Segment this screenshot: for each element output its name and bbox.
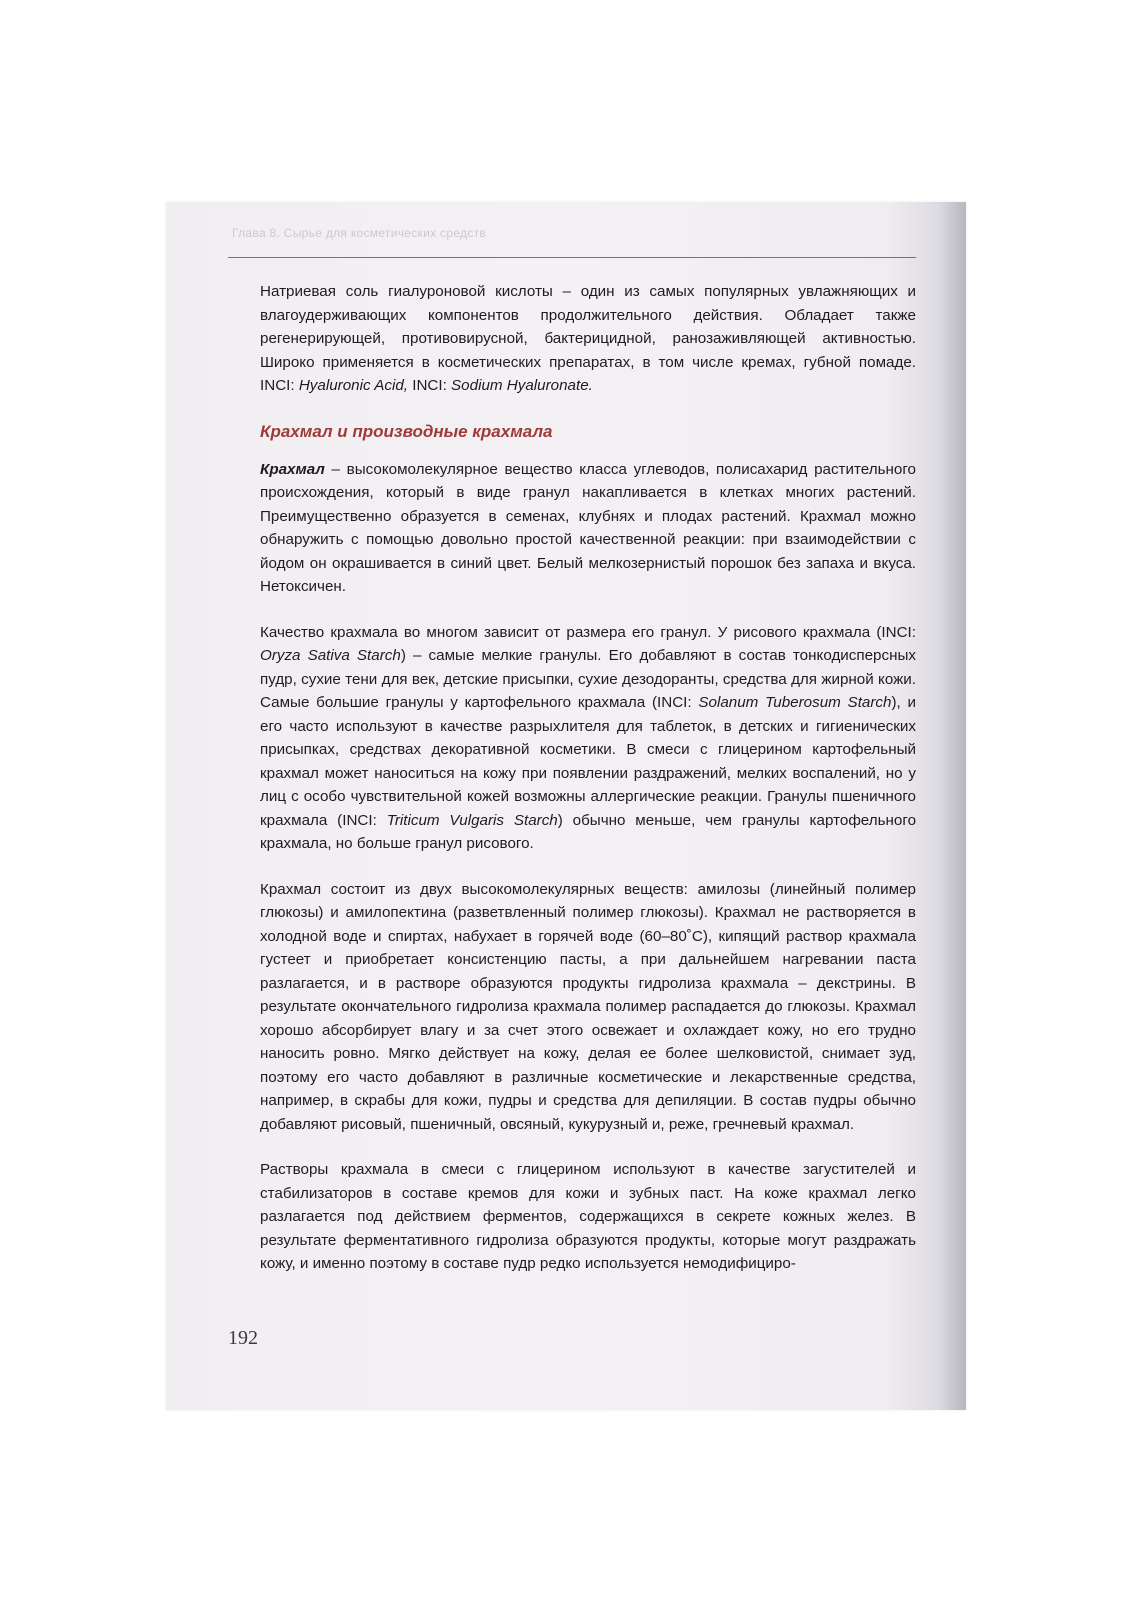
inci-name: Sodium Hyaluronate. xyxy=(451,377,593,394)
paragraph-text: ) обычно меньше, чем гранулы картофельного крахмала, но больше гранул рисового. xyxy=(260,811,917,852)
term-starch: Крахмал xyxy=(260,460,325,478)
section-heading: Крахмал и производные крахмала xyxy=(260,421,553,441)
paragraph-text: ) – самые мелкие гранулы. Его добавляют в состав тонкодисперсных пудр, сухие тени для век, детские присыпки, сухие дезодоранты, средства для жирной кожи. Самые большие гранулы у картофельного крахмала (INCI: xyxy=(260,647,916,711)
header-rule xyxy=(228,257,916,258)
paragraph-text: Крахмал состоит из двух высокомолекулярных веществ: амилозы (линейный полимер глюкозы) и амилопектина (разветвленный полимер глюкозы). Крахмал не растворяется в холодной воде и спиртах, набухает в горячей воде (60–80˚С), кипящий раствор крахмала густеет и приобретает консистенцию пасты, а при дальнейшем нагревании паста разлагается, и в растворе образуются продукты гидролиза крахмала – декстрины. В результате окончательного гидролиза крахмала полимер распадается до глюкозы. Крахмал хорошо абсорбирует влагу и за счет этого освежает и охлаждает кожу, но его трудно наносить ровно. Мягко действует на кожу, делая ее более шелковистой, снимает зуд, поэтому его часто добавляют в различные косметические и лекарственные средства, например, в скрабы для кожи, пудры и средства для депиляции. В состав пудры обычно добавляют рисовый, пшеничный, овсяный, кукурузный и, реже, гречневый крахмал. xyxy=(260,880,916,1133)
inci-name: Oryza Sativa Starch xyxy=(260,647,401,664)
paragraph-starch-definition xyxy=(260,458,916,599)
paragraph-starch-solutions xyxy=(260,1158,916,1276)
page-body xyxy=(260,280,916,1276)
paragraph-text: Натриевая соль гиалуроновой кислоты – один из самых популярных увлажняющих и влагоудерживающих компонентов продолжительного действия. Обладает также регенерирующей, противовирусной, бактерицидной, ранозаживляющей активностью. Широко применяется в косметических препаратах, в том числе кремах, губной помаде. xyxy=(260,283,916,371)
paragraph-text: Растворы крахмала в смеси с глицерином используют в качестве загустителей и стабилизаторов в составе кремов для кожи и зубных паст. На коже крахмал легко разлагается под действием ферментов, содержащихся в секрете кожных желез. В результате ферментативного гидролиза образуются продукты, которые могут раздражать кожу, и именно поэтому в составе пудр редко используется немодифициро- xyxy=(260,1161,916,1272)
paragraph-hyaluronate xyxy=(260,280,916,398)
paragraph-starch-granules xyxy=(260,621,916,856)
paragraph-text: ), и его часто используют в качестве разрыхлителя для таблеток, в детских и гигиенических присыпках, средствах декоративной косметики. В смеси с глицерином картофельный крахмал может наноситься на кожу при появлении раздражений, мелких воспалений, но у лиц с особо чувствительной кожей возможны аллергические реакции. Гранулы пшеничного крахмала (INCI: xyxy=(260,694,916,829)
page-number: 192 xyxy=(228,1327,258,1349)
paragraph-text: Качество крахмала во многом зависит от размера его гранул. У рисового крахмала (INCI: xyxy=(260,623,916,641)
running-head: Глава 8. Сырье для косметических средств xyxy=(232,226,487,240)
inci-label: INCI: xyxy=(412,377,452,394)
inci-name: Hyaluronic Acid, xyxy=(298,377,413,394)
paragraph-text: – высокомолекулярное вещество класса углеводов, полисахарид растительного происхождения, который в виде гранул накапливается в клетках многих растений. Преимущественно образуется в семенах, клубнях и плодах растений. Крахмал можно обнаружить с помощью довольно простой качественной реакции: при взаимодействии с йодом он окрашивается в синий цвет. Белый мелкозернистый порошок без запаха и вкуса. Нетоксичен. xyxy=(260,460,916,595)
paragraph-starch-composition xyxy=(260,878,916,1137)
inci-name: Triticum Vulgaris Starch xyxy=(386,811,558,829)
inci-name: Solanum Tuberosum Starch xyxy=(698,694,892,711)
inci-label: INCI: xyxy=(260,377,299,394)
book-page xyxy=(166,202,966,1410)
page-edge-shadow xyxy=(940,202,966,1410)
